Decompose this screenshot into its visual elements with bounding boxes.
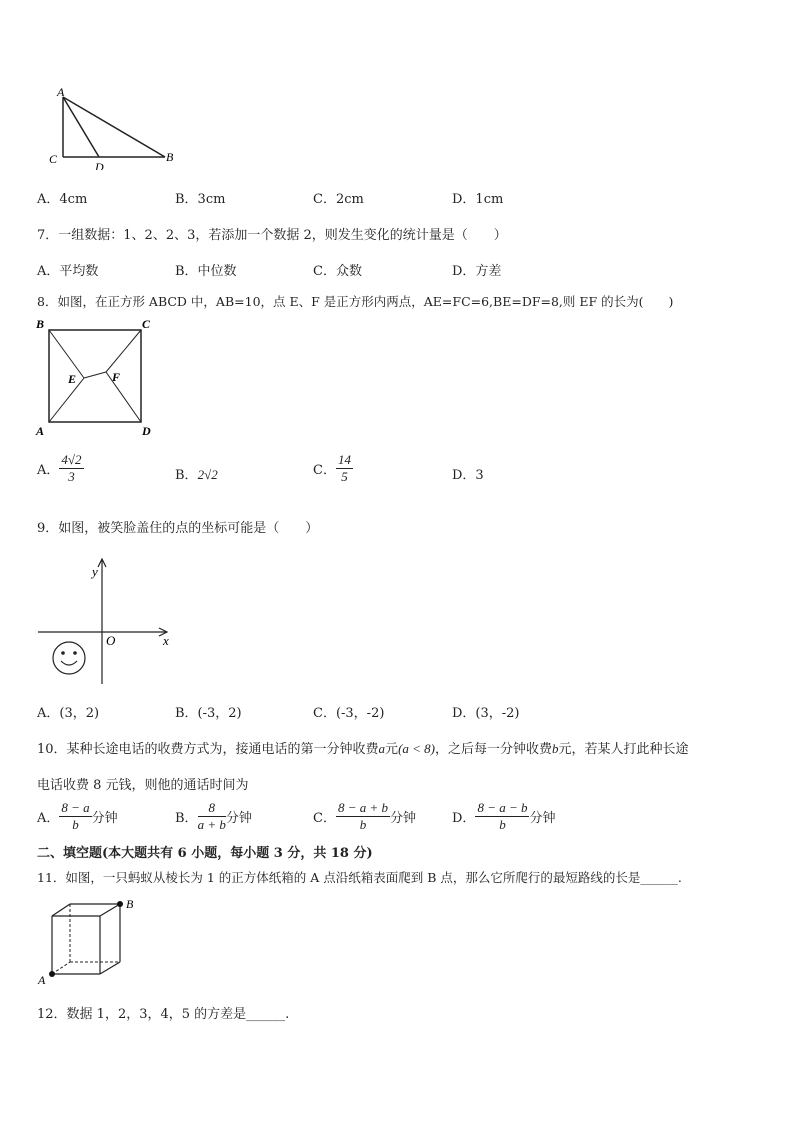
q11-text: 11．如图，一只蚂蚁从棱长为 1 的正方体纸箱的 A 点沿纸箱表面爬到 B 点，那么它所爬行的最短路线的长是______. [37, 870, 682, 885]
q7-option-a: A．平均数 [37, 264, 99, 279]
q9-option-a: A．(3，2) [37, 706, 100, 721]
fig6-label-b: B [166, 150, 174, 164]
q7-option-b: B．中位数 [175, 264, 237, 279]
fig8-label-b: B [36, 317, 45, 331]
fig8-label-c: C [142, 317, 151, 331]
q8-text: 8．如图，在正方形 ABCD 中，AB=10，点 E、F 是正方形内两点，AE=FC=6,BE=DF=8,则 EF 的长为( ) [37, 294, 674, 309]
q9-option-d: D．(3，-2) [452, 706, 520, 721]
fig9-label-o: O [106, 633, 116, 648]
q12-text: 12．数据 1，2，3，4，5 的方差是______. [37, 1007, 290, 1022]
q10-line2: 电话收费 8 元钱，则他的通话时间为 [37, 778, 249, 793]
q8-option-c: C． $\frac{14}{5}$ [313, 452, 351, 484]
fig9-label-x: x [163, 633, 169, 648]
q10-option-b: B． $\frac{8}{a + b}$ 分钟 [175, 800, 252, 832]
q9-option-c: C．(-3，-2) [313, 706, 385, 721]
q9-text: 9．如图，被笑脸盖住的点的坐标可能是（ ） [37, 521, 319, 536]
fig8-label-f: F [112, 370, 121, 384]
fig8-label-d: D [142, 424, 151, 438]
smiley-face-icon [53, 642, 85, 674]
fig11-label-a: A [38, 973, 46, 986]
square-figure [32, 314, 162, 440]
q6-option-b: B．3cm [175, 192, 226, 207]
coordinate-figure [36, 556, 186, 686]
fig6-label-a: A [57, 85, 65, 99]
fig8-label-e: E [68, 372, 77, 386]
cube-figure [36, 894, 146, 986]
fig6-label-d: D [95, 160, 104, 170]
triangle-figure [45, 85, 185, 170]
q6-option-c: C．2cm [313, 192, 364, 207]
q6-option-d: D．1cm [452, 192, 504, 207]
fig6-label-c: C [49, 152, 58, 166]
q10-option-c: C． $\frac{8 - a + b}{b}$ 分钟 [313, 800, 417, 832]
q8-option-a: A． $\frac{4√2}{3}$ [37, 452, 82, 484]
q7-option-c: C．众数 [313, 264, 362, 279]
q7-option-d: D．方差 [452, 264, 502, 279]
q9-option-b: B．(-3，2) [175, 706, 242, 721]
fig9-label-y: y [92, 564, 98, 579]
fig11-label-b: B [126, 897, 134, 911]
fig8-label-a: A [36, 424, 45, 438]
q10-line1: 10．某种长途电话的收费方式为，接通电话的第一分钟收费a元(a < 8)，之后每一分钟收费b元，若某人打此种长途 [37, 741, 689, 757]
q6-option-a: A．4cm [37, 192, 88, 207]
q10-option-d: D． $\frac{8 - a - b}{b}$ 分钟 [452, 800, 556, 832]
q7-text: 7．一组数据：1、2、2、3，若添加一个数据 2，则发生变化的统计量是（ ） [37, 228, 507, 243]
section-title: 二、填空题(本大题共有 6 小题，每小题 3 分，共 18 分) [37, 846, 373, 861]
q8-option-b: B．2√2 [175, 467, 218, 483]
q10-option-a: A． $\frac{8 - a}{b}$ 分钟 [37, 800, 118, 832]
q8-option-d: D．3 [452, 468, 484, 483]
